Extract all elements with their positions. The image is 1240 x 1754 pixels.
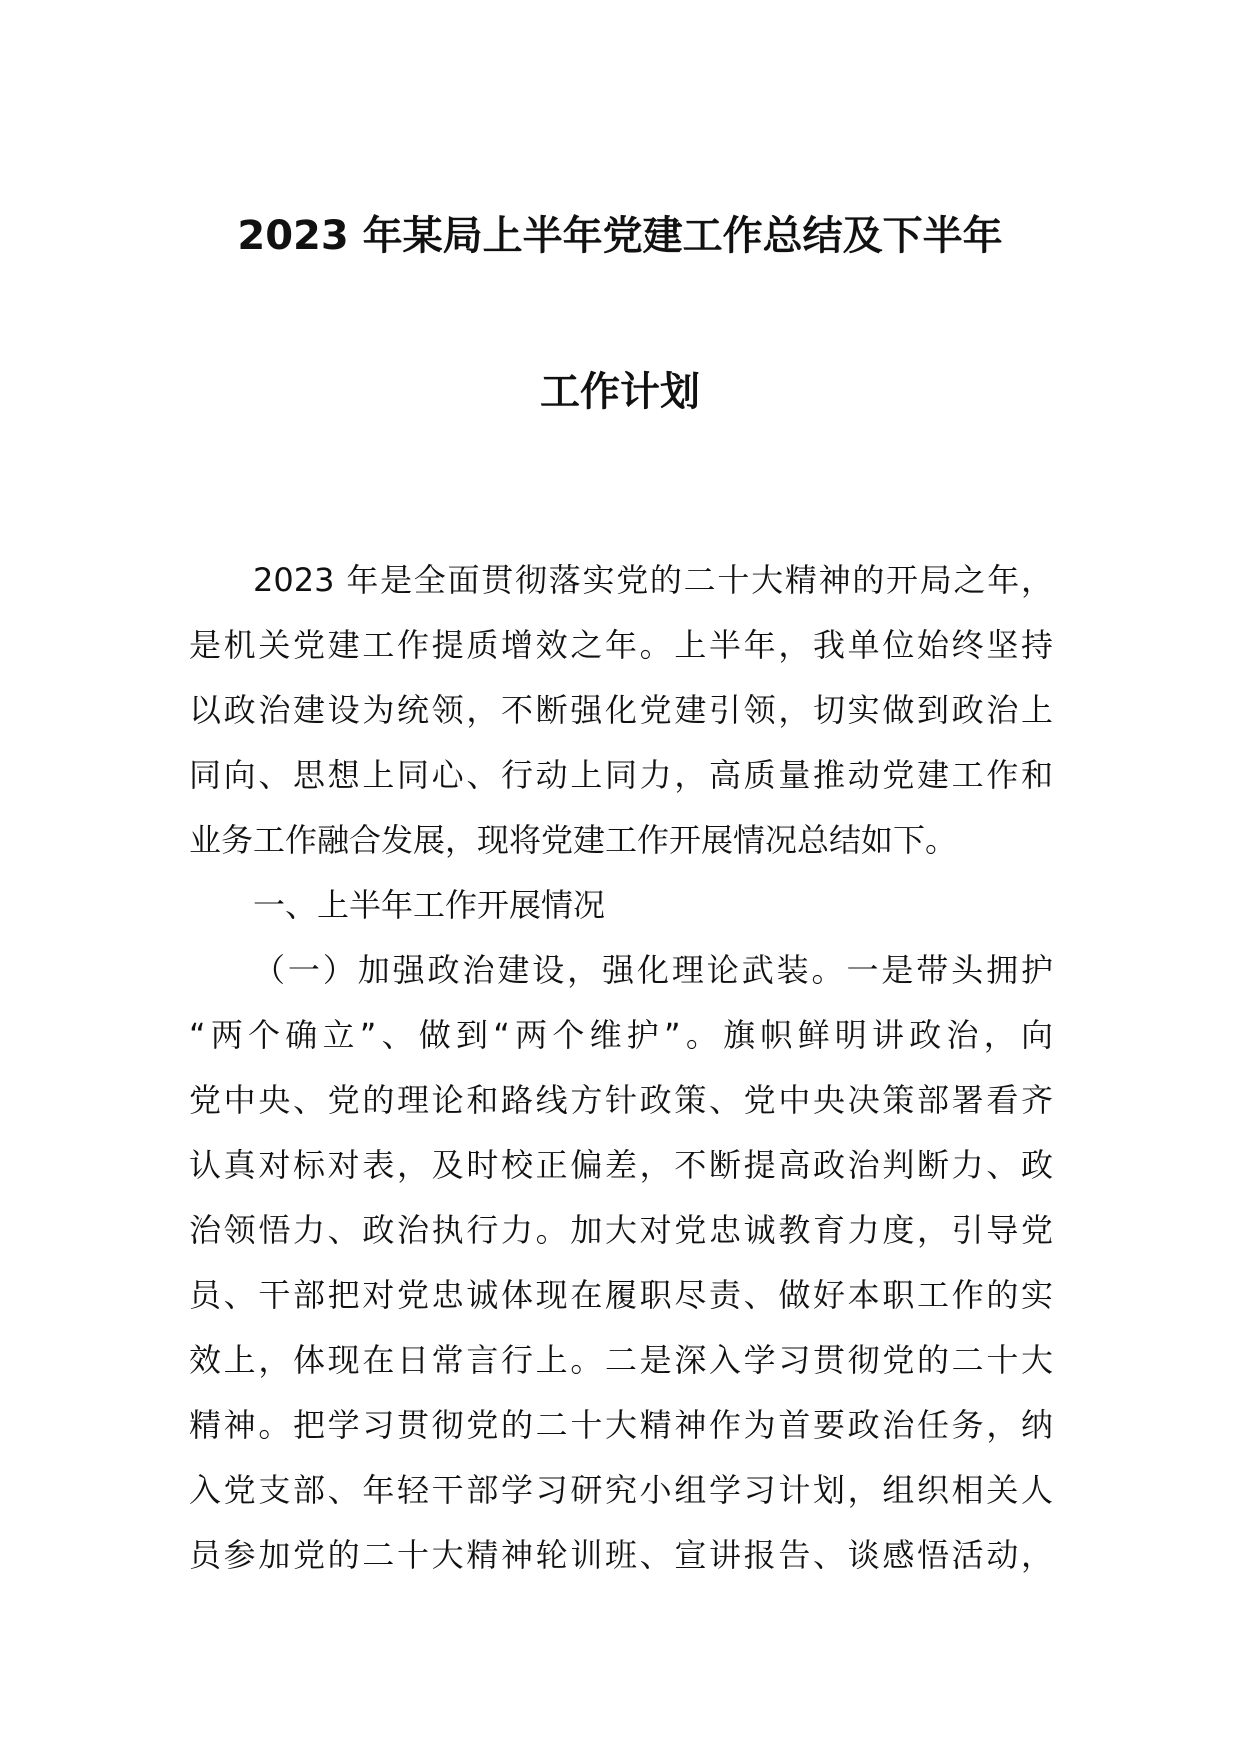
document-body (189, 548, 1053, 1588)
body-line-5: 业务工作融合发展，现将党建工作开展情况总结如下。 (189, 821, 958, 859)
document-title-line-2: 工作计划 (540, 369, 700, 415)
body-line-3: 以政治建设为统领，不断强化党建引领，切实做到政治上 (189, 691, 1053, 729)
body-line-9: 党中央、党的理论和路线方针政策、党中央决策部署看齐 (189, 1081, 1053, 1119)
body-line-13: 效上，体现在日常言行上。二是深入学习贯彻党的二十大 (189, 1341, 1053, 1379)
body-line-1: 2023 年是全面贯彻落实党的二十大精神的开局之年， (253, 561, 1053, 599)
body-line-8: “两个确立”、做到“两个维护”。旗帜鲜明讲政治，向 (189, 1016, 1053, 1054)
body-line-10: 认真对标对表，及时校正偏差，不断提高政治判断力、政 (189, 1146, 1053, 1184)
body-line-11: 治领悟力、政治执行力。加大对党忠诚教育力度，引导党 (189, 1211, 1053, 1249)
body-line-16: 员参加党的二十大精神轮训班、宣讲报告、谈感悟活动， (189, 1536, 1053, 1574)
document-title-line-1: 2023 年某局上半年党建工作总结及下半年 (237, 213, 1003, 259)
body-line-15: 入党支部、年轻干部学习研究小组学习计划，组织相关人 (189, 1471, 1053, 1509)
body-line-4: 同向、思想上同心、行动上同力，高质量推动党建工作和 (189, 756, 1053, 794)
section-heading: 一、上半年工作开展情况 (253, 886, 606, 924)
body-line-14: 精神。把学习贯彻党的二十大精神作为首要政治任务，纳 (189, 1406, 1053, 1444)
body-line-2: 是机关党建工作提质增效之年。上半年，我单位始终坚持 (189, 626, 1053, 664)
body-line-7: （一）加强政治建设，强化理论武装。一是带头拥护 (253, 951, 1053, 989)
body-line-12: 员、干部把对党忠诚体现在履职尽责、做好本职工作的实 (189, 1276, 1053, 1314)
